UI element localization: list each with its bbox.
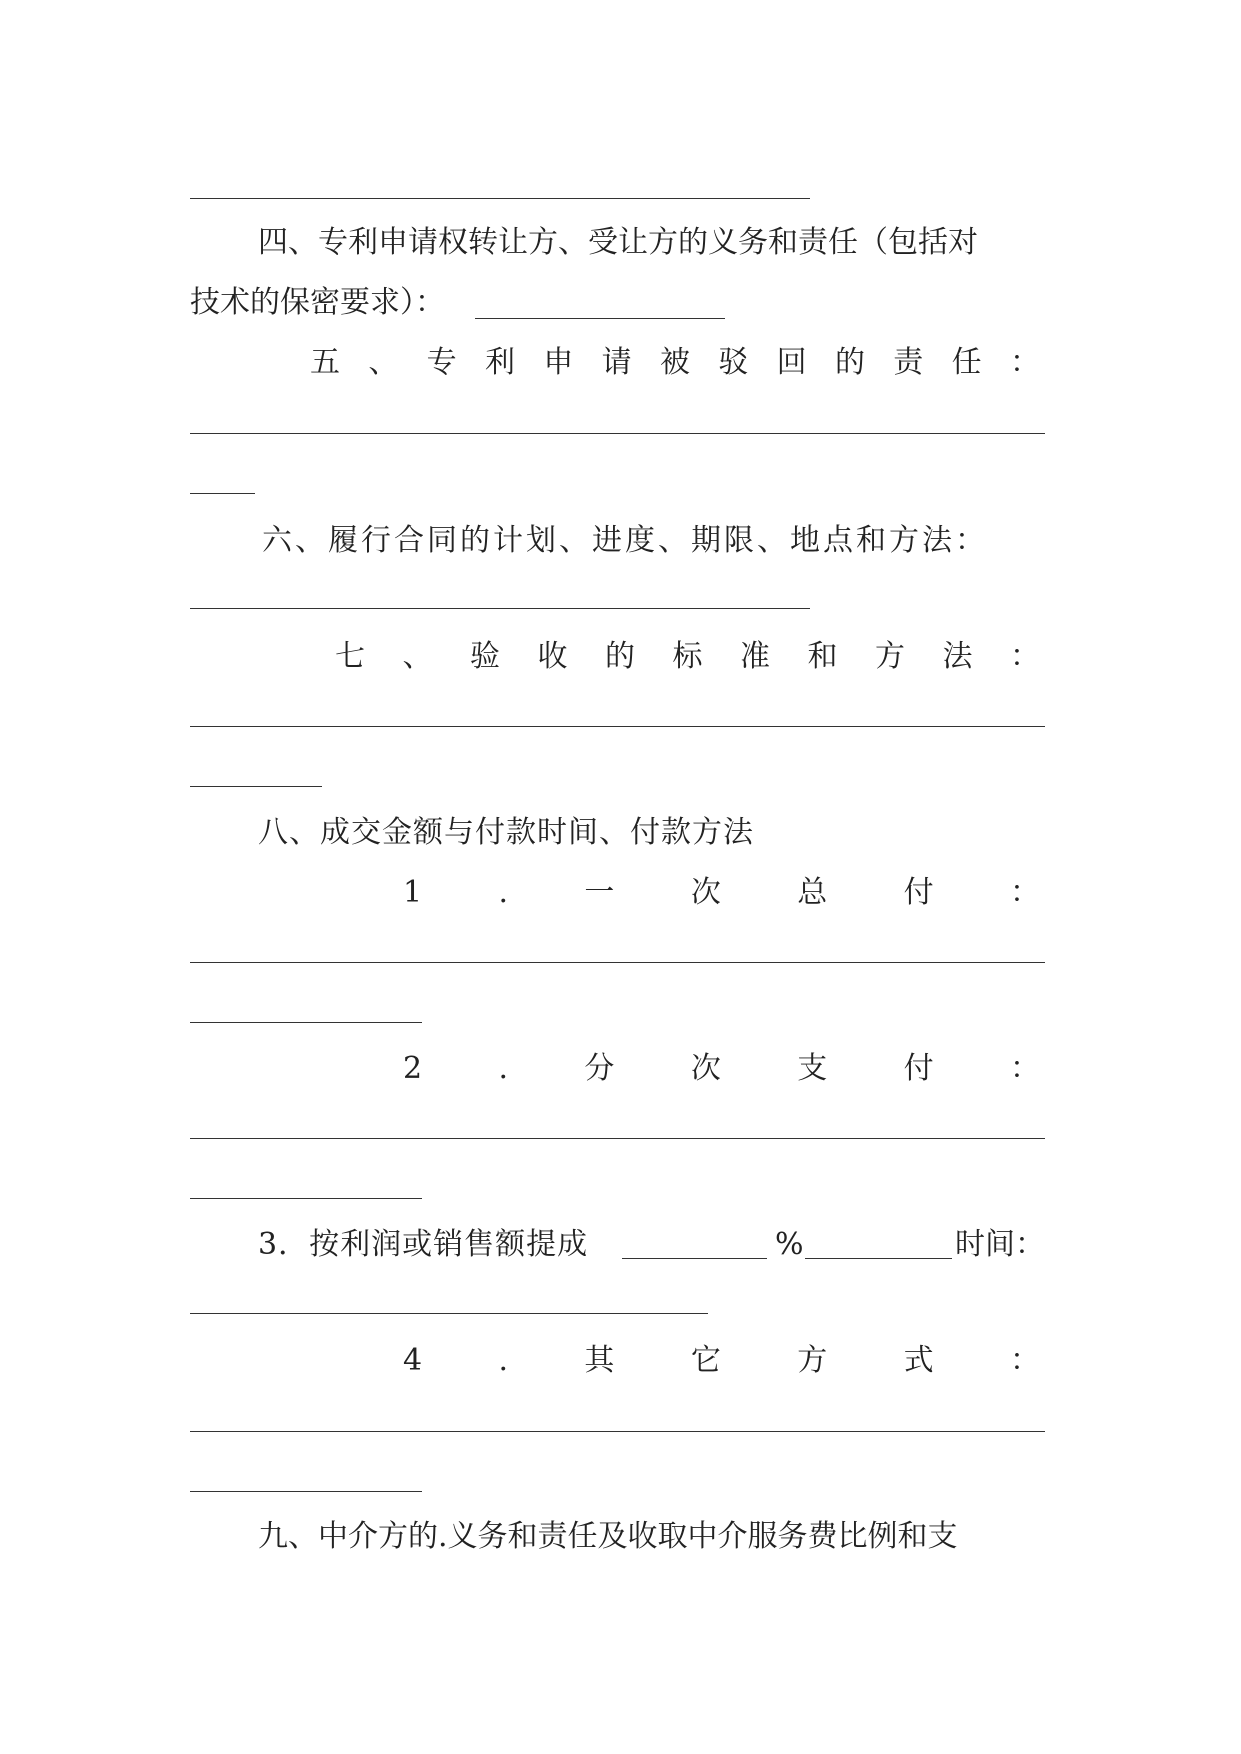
blank-line[interactable] [622, 1258, 767, 1259]
blank-line[interactable] [190, 493, 255, 494]
blank-line[interactable] [190, 1138, 1045, 1139]
blank-line[interactable] [190, 433, 1045, 434]
percent-sign: % [775, 1227, 804, 1262]
clause-7-title: 七 、 验 收 的 标 准 和 方 法 ： [335, 639, 1040, 674]
blank-line [190, 198, 810, 199]
clause-8-1: 1 . 一 次 总 付 ： [403, 875, 1040, 910]
blank-line[interactable] [190, 1022, 422, 1023]
clause-8-3-time: 时间： [955, 1227, 1045, 1262]
blank-line[interactable] [475, 318, 725, 319]
clause-6-title: 六、履行合同的计划、进度、期限、地点和方法： [262, 523, 988, 558]
clause-8-2: 2 . 分 次 支 付 ： [403, 1051, 1040, 1086]
blank-line[interactable] [190, 1198, 422, 1199]
clause-5-title: 五 、 专 利 申 请 被 驳 回 的 责 任 ： [310, 345, 1040, 380]
blank-line[interactable] [190, 1313, 708, 1314]
clause-8-4: 4 . 其 它 方 式 ： [403, 1343, 1040, 1378]
blank-line[interactable] [190, 962, 1045, 963]
clause-8-title: 八、成交金额与付款时间、付款方法 [258, 815, 754, 850]
blank-line[interactable] [190, 608, 810, 609]
blank-line[interactable] [190, 726, 1045, 727]
blank-line[interactable] [190, 1431, 1045, 1432]
blank-line[interactable] [190, 786, 322, 787]
blank-line[interactable] [190, 1491, 422, 1492]
clause-9-title: 九、中介方的.义务和责任及收取中介服务费比例和支 [258, 1519, 958, 1554]
clause-8-3-label: 3．按利润或销售额提成 [258, 1227, 589, 1262]
clause-4-continuation: 技术的保密要求）： [190, 285, 445, 320]
clause-4-title: 四、专利申请权转让方、受让方的义务和责任（包括对 [258, 225, 978, 260]
blank-line[interactable] [805, 1258, 952, 1259]
